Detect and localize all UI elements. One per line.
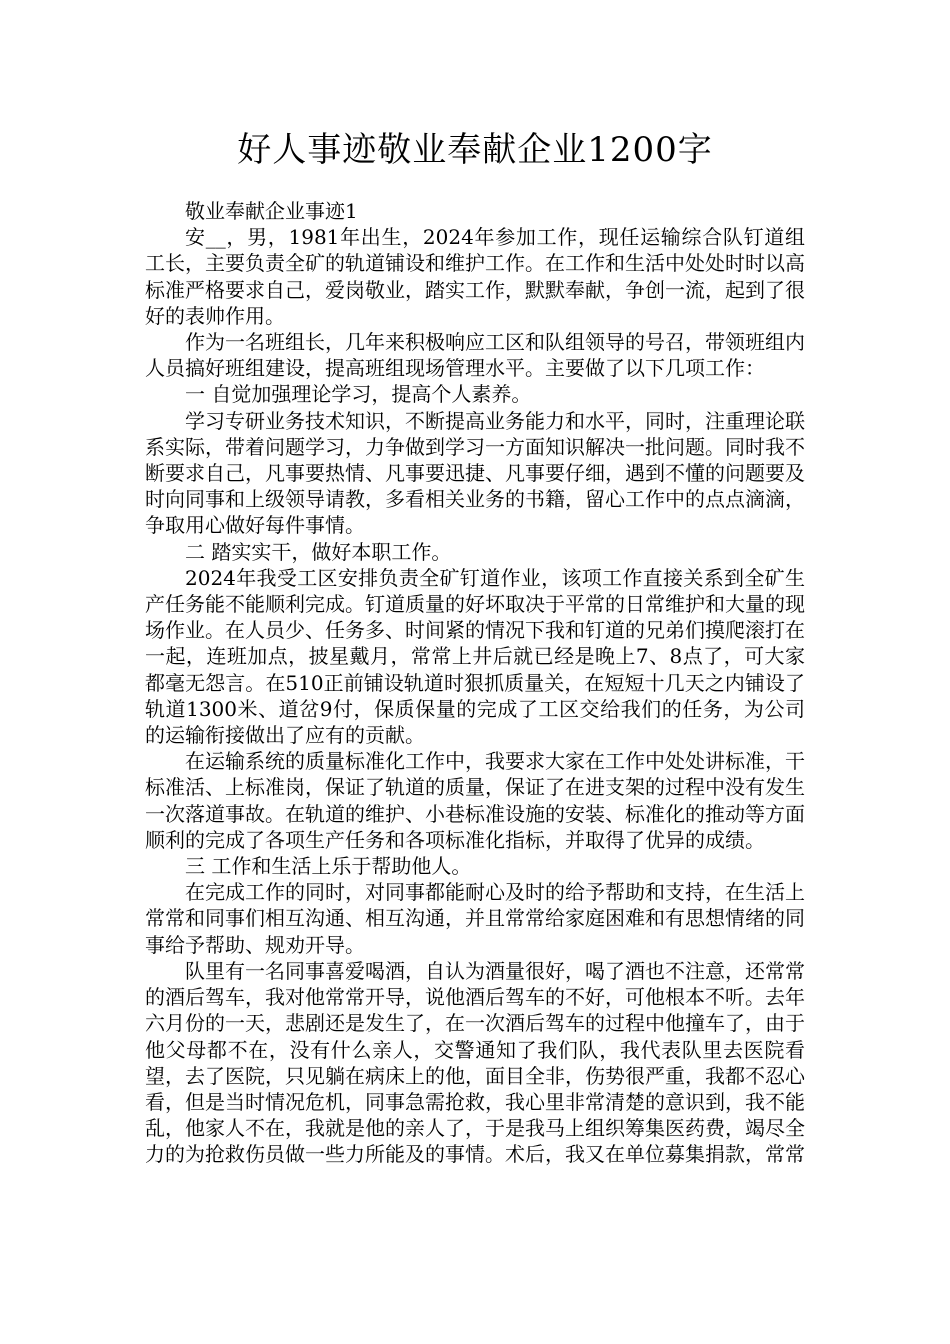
paragraph: 在完成工作的同时，对同事都能耐心及时的给予帮助和支持，在生活上常常和同事们相互沟通、相互沟通，并且常常给家庭困难和有思想情绪的同事给予帮助、规劝开导。 <box>145 880 805 957</box>
paragraph-subheading: 二 踏实实干，做好本职工作。 <box>185 539 452 564</box>
paragraph: 作为一名班组长，几年来积极响应工区和队组领导的号召，带领班组内人员搞好班组建设，提高班组现场管理水平。主要做了以下几项工作： <box>145 330 805 381</box>
paragraph: 在运输系统的质量标准化工作中，我要求大家在工作中处处讲标准，干标准活、上标准岗，保证了轨道的质量，保证了在进支架的过程中没有发生一次落道事故。在轨道的维护、小巷标准设施的安装、标准化的推动等方面顺利的完成了各项生产任务和各项标准化指标，并取得了优异的成绩。 <box>145 749 805 852</box>
paragraph: 队里有一名同事喜爱喝酒，自认为酒量很好，喝了酒也不注意，还常常的酒后驾车，我对他常常开导，说他酒后驾车的不好，可他根本不听。去年六月份的一天，悲剧还是发生了，在一次酒后驾车的过程中他撞车了，由于他父母都不在，没有什么亲人，交警通知了我们队，我代表队里去医院看望，去了医院，只见躺在病床上的他，面目全非，伤势很严重，我都不忍心看，但是当时情况危机，同事急需抢救，我心里非常清楚的意识到，我不能乱，他家人不在，我就是他的亲人了，于是我马上组织筹集医药费，竭尽全力的为抢救伤员做一些力所能及的事情。术后，我又在单位募集捐款，常常 <box>145 958 805 1167</box>
document-title: 好人事迹敬业奉献企业1200字 <box>237 130 713 170</box>
paragraph: 安__，男，1981年出生，2024年参加工作，现任运输综合队钉道组工长，主要负责全矿的轨道铺设和维护工作。在工作和生活中处处时时以高标准严格要求自己，爱岗敬业，踏实工作，默默奉献，争创一流，起到了很好的表帅作用。 <box>145 225 805 328</box>
paragraph-section-heading: 敬业奉献企业事迹1 <box>185 199 358 223</box>
paragraph: 学习专研业务技术知识，不断提高业务能力和水平，同时，注重理论联系实际，带着问题学习，力争做到学习一方面知识解决一批问题。同时我不断要求自己，凡事要热情、凡事要迅捷、凡事要仔细，遇到不懂的问题要及时向同事和上级领导请教，多看相关业务的书籍，留心工作中的点点滴滴，争取用心做好每件事情。 <box>145 408 805 538</box>
paragraph-subheading: 三 工作和生活上乐于帮助他人。 <box>185 854 472 879</box>
paragraph: 2024年我受工区安排负责全矿钉道作业，该项工作直接关系到全矿生产任务能不能顺利完成。钉道质量的好坏取决于平常的日常维护和大量的现场作业。在人员少、任务多、时间紧的情况下我和钉道的兄弟们摸爬滚打在一起，连班加点，披星戴月，常常上井后就已经是晚上7、8点了，可大家都毫无怨言。在510正前铺设轨道时狠抓质量关，在短短十几天之内铺设了轨道1300米、道岔9付，保质保量的完成了工区交给我们的任务，为公司的运输衔接做出了应有的贡献。 <box>145 565 805 748</box>
paragraph-subheading: 一 自觉加强理论学习，提高个人素养。 <box>185 382 532 407</box>
document-body <box>145 198 805 1168</box>
